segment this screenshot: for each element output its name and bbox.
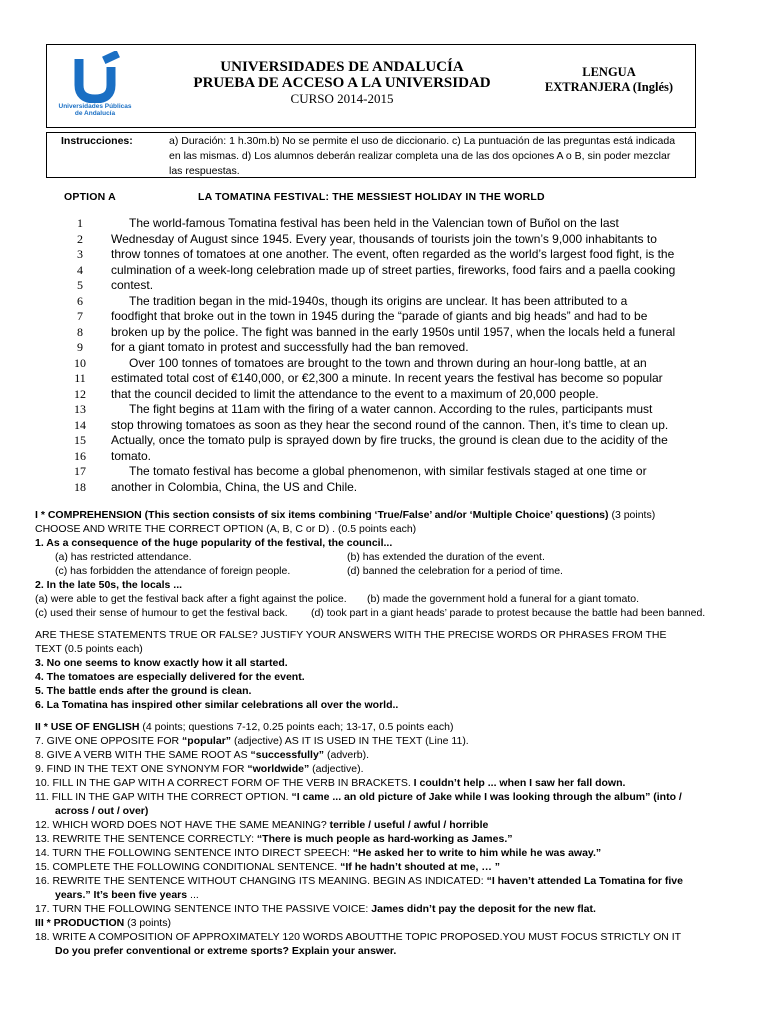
option-label: OPTION A [64,191,116,203]
q2-option-d: (d) took part in a giant heads’ parade to protest because the battle had been banned. [311,607,706,619]
q16-continuation: years.” It’s been five years [55,889,188,901]
q9-keyword: “worldwide” [247,763,310,775]
line-number: 10 [74,355,86,370]
passage-line [70,433,690,449]
question-9: 9. FIND IN THE TEXT ONE SYNONYM FOR [35,763,248,775]
q11-sentence: “I came ... an old picture of Jake while I was looking through the album” (into / [291,791,682,803]
passage-line [70,387,690,403]
q2-option-c: (c) used their sense of humour to get the festival back. [35,607,288,619]
line-number: 15 [74,433,86,447]
q2-option-b: (b) made the government hold a funeral for a giant tomato. [367,593,639,605]
q9-rest: (adjective). [309,763,364,775]
q16-ellipsis: ... [187,889,199,901]
question-18: 18. WRITE A COMPOSITION OF APPROXIMATELY 120 WORDS ABOUTTHE TOPIC PROPOSED.YOU MUST FOCUS STRICTLY ON IT [35,931,682,943]
line-number: 9 [77,340,83,354]
true-false-instruction: ARE THESE STATEMENTS TRUE OR FALSE? JUSTIFY YOUR ANSWERS WITH THE PRECISE WORDS OR PHRASES FROM THE [35,629,667,641]
line-number: 17 [74,464,86,478]
question-5: 5. The battle ends after the ground is clean. [35,685,252,697]
passage-line [70,371,690,387]
passage-line [70,247,690,263]
passage-text: for a giant tomato in protest and successfully had the ban removed. [111,340,469,354]
question-6: 6. La Tomatina has inspired other similar celebrations all over the world.. [35,699,399,711]
passage-line [70,480,690,496]
subject-line-2: EXTRANJERA (Inglés) [544,80,674,94]
line-number: 16 [74,448,86,463]
question-2: 2. In the late 50s, the locals ... [35,579,183,591]
question-10: 10. FILL IN THE GAP WITH A CORRECT FORM OF THE VERB IN BRACKETS. [35,777,414,789]
passage-text: broken up by the police. The fight was banned in the early 1950s until 1957, when the locals held a funeral [111,324,676,339]
q17-sentence: James didn’t pay the deposit for the new flat. [371,903,596,915]
reading-passage [70,216,690,495]
passage-line [70,263,690,279]
q1-option-a: (a) has restricted attendance. [55,551,192,563]
passage-line [70,356,690,372]
instructions-label: Instrucciones: [61,135,133,147]
q18-topic: Do you prefer conventional or extreme sports? Explain your answer. [55,945,397,957]
line-number: 5 [77,278,83,292]
passage-text: Actually, once the tomato pulp is sprayed down by fire trucks, the ground is clean due to the acidity of the [111,433,668,447]
passage-line [70,418,690,434]
passage-text: The fight begins at 11am with the firing of a water cannon. According to the rules, participants must [129,402,653,416]
university-logo [55,51,135,121]
q7-rest: (adjective) AS IT IS USED IN THE TEXT (Line 11). [231,735,469,747]
section-3-points: (3 points) [124,917,171,929]
subject-name [539,65,679,95]
line-number: 8 [77,324,83,339]
q13-sentence: “There is much people as hard-working as James.” [256,833,513,845]
passage-text: The tomato festival has become a global phenomenon, with similar festivals staged at one time or [129,464,647,478]
passage-line [70,464,690,480]
q16-sentence: “I haven’t attended La Tomatina for five [486,875,683,887]
line-number: 11 [74,371,86,385]
line-number: 13 [74,402,86,416]
header-box [46,44,696,128]
q8-keyword: “successfully” [250,749,325,761]
passage-line [70,309,690,325]
section-1-points: (3 points) [608,509,656,521]
passage-text: tomato. [111,448,152,463]
line-number: 12 [74,386,86,401]
question-16: 16. REWRITE THE SENTENCE WITHOUT CHANGING ITS MEANING. BEGIN AS INDICATED: [35,875,487,887]
u-logo-icon [55,51,135,103]
q12-words: terrible / useful / awful / horrible [329,819,489,831]
section-2-points: (4 points; questions 7-12, 0.25 points each; 13-17, 0.5 points each) [139,721,454,733]
line-number: 14 [74,417,86,432]
question-3: 3. No one seems to know exactly how it all started. [35,657,288,669]
passage-text: The tradition began in the mid-1940s, though its origins are unclear. It has been attributed to a [129,293,628,308]
question-13: 13. REWRITE THE SENTENCE CORRECTLY: [35,833,257,845]
q2-option-a: (a) were able to get the festival back after a fight against the police. [35,593,347,605]
q15-sentence: “If he hadn’t shouted at me, … ” [340,861,500,873]
passage-text: Wednesday of August since 1945. Every year, thousands of tourists join the town’s 9,000 inhabitants to [111,231,657,246]
section-2-heading: II * USE OF ENGLISH [35,721,140,733]
passage-line [70,340,690,356]
true-false-points: TEXT (0.5 points each) [35,643,143,655]
q11-options: across / out / over) [55,805,149,817]
question-7: 7. GIVE ONE OPPOSITE FOR [35,735,183,747]
question-12: 12. WHICH WORD DOES NOT HAVE THE SAME MEANING? [35,819,330,831]
question-8: 8. GIVE A VERB WITH THE SAME ROOT AS [35,749,251,761]
passage-text: estimated total cost of €140,000, or €2,300 a minute. In recent years the festival has become so popular [111,371,663,385]
line-number: 1 [77,216,83,230]
question-17: 17. TURN THE FOLLOWING SENTENCE INTO THE PASSIVE VOICE: [35,903,372,915]
passage-line [70,232,690,248]
passage-text: culmination of a week-long celebration made up of street parties, fireworks, food fairs and a paella cooking [111,262,676,277]
university-name: UNIVERSIDADES DE ANDALUCÍA [220,59,464,75]
passage-line [70,216,690,232]
instructions-text: a) Duración: 1 h.30m.b) No se permite el uso de diccionario. c) La puntuación de las preguntas está indicada en las mismas. d) Los alumnos deberán realizar completa una de las dos opciones A o B, sin poder mezclar las respuestas. [169,135,676,177]
line-number: 4 [77,262,83,277]
q7-keyword: “popular” [182,735,232,747]
choose-instruction: CHOOSE AND WRITE THE CORRECT OPTION (A, B, C or D) . (0.5 points each) [35,523,417,535]
line-number: 18 [74,479,86,494]
line-number: 2 [77,231,83,246]
line-number: 6 [77,293,83,308]
questions-section [35,508,735,958]
passage-text: stop throwing tomatoes as soon as they hear the second round of the cannon. Then, it’s time to clean up. [111,417,669,432]
q10-sentence: I couldn’t help ... when I saw her fall down. [413,777,626,789]
question-11: 11. FILL IN THE GAP WITH THE CORRECT OPTION. [35,791,292,803]
course-year: CURSO 2014-2015 [290,91,394,106]
passage-text: another in Colombia, China, the US and Chile. [111,479,358,494]
passage-text: Over 100 tonnes of tomatoes are brought to the town and thrown during an hour-long battle, at an [129,355,647,370]
q1-option-c: (c) has forbidden the attendance of foreign people. [55,565,291,577]
question-1: 1. As a consequence of the huge popularity of the festival, the council... [35,537,393,549]
passage-text: contest. [111,278,154,292]
q14-sentence: “He asked her to write to him while he was away.” [352,847,602,859]
passage-text: The world-famous Tomatina festival has been held in the Valencian town of Buñol on the last [129,216,619,230]
exam-name: PRUEBA DE ACCESO A LA UNIVERSIDAD [193,75,491,91]
question-4: 4. The tomatoes are especially delivered for the event. [35,671,305,683]
section-1-heading: I * COMPREHENSION (This section consists of six items combining ‘True/False’ and/or ‘Multiple Choice’ questions) [35,509,609,521]
question-15: 15. COMPLETE THE FOLLOWING CONDITIONAL SENTENCE. [35,861,341,873]
section-3-heading: III * PRODUCTION [35,917,125,929]
instructions-box [46,132,696,178]
passage-line [70,402,690,418]
subject-line-1: LENGUA [582,65,636,79]
question-14: 14. TURN THE FOLLOWING SENTENCE INTO DIRECT SPEECH: [35,847,353,859]
line-number: 7 [77,309,83,323]
q1-option-b: (b) has extended the duration of the event. [347,551,545,563]
passage-text: throw tonnes of tomatoes at one another. The event, often regarded as the world’s largest food fight, is the [111,247,675,261]
passage-title: LA TOMATINA FESTIVAL: THE MESSIEST HOLIDAY IN THE WORLD [198,191,545,203]
passage-line [70,325,690,341]
passage-line [70,278,690,294]
passage-line [70,449,690,465]
passage-text: that the council decided to limit the attendance to the event to a maximum of 20,000 people. [111,386,599,401]
passage-text: foodfight that broke out in the town in 1945 during the “parade of giants and big heads” and had to be [111,309,648,323]
q1-option-d: (d) banned the celebration for a period of time. [347,565,563,577]
logo-caption: Universidades Públicas de Andalucía [58,103,132,117]
passage-line [70,294,690,310]
exam-heading [187,59,497,107]
q8-rest: (adverb). [324,749,369,761]
line-number: 3 [77,247,83,261]
